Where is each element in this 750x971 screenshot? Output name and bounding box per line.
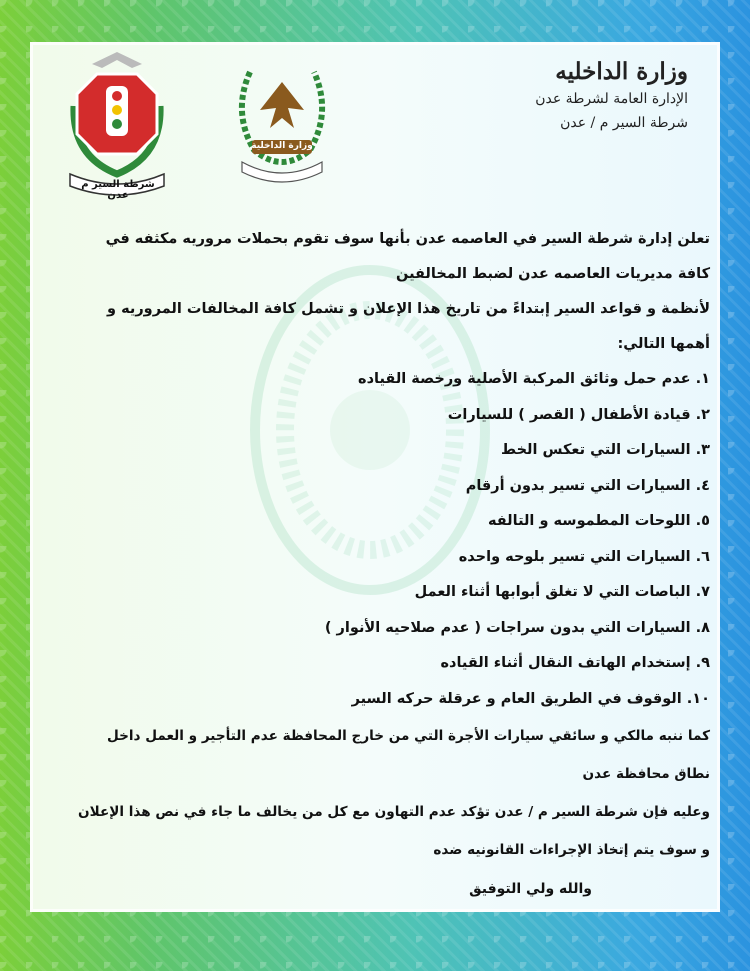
list-item <box>70 575 710 611</box>
item-text: السيارات التي تعكس الخط <box>501 442 691 458</box>
header <box>535 58 688 139</box>
item-separator: . <box>690 655 702 671</box>
item-number: ٧ <box>701 584 710 600</box>
item-text: عدم حمل وثائق المركبة الأصلية ورخصة القياده <box>358 371 691 387</box>
list-item <box>70 398 710 434</box>
item-number: ٥ <box>701 513 710 529</box>
item-number: ٨ <box>701 619 710 636</box>
traffic-police-emblem-icon <box>62 46 172 196</box>
intro-line-2: لأنظمة و قواعد السير إبتداءً من تاريخ هذا الإعلان و تشمل كافة المخالفات المروريه و أهمها التالي: <box>107 301 710 352</box>
legal-warning: وعليه فإن شرطة السير م / عدن تؤكد عدم التهاون مع كل من يخالف ما جاء في نص هذا الإعلان و سوف يتم إتخاذ الإجراءات القانونيه ضده <box>78 804 710 858</box>
division-name: شرطة السير م / عدن <box>560 115 688 131</box>
list-item <box>70 504 710 540</box>
list-item <box>70 611 710 647</box>
announcement-body <box>70 222 710 909</box>
item-number: ٩ <box>701 655 710 671</box>
item-number: ١ <box>701 371 710 387</box>
item-separator: . <box>690 619 702 636</box>
item-separator: . <box>690 371 702 387</box>
item-number: ٣ <box>701 442 710 458</box>
list-item <box>70 362 710 398</box>
item-separator: . <box>690 513 702 529</box>
item-text: السيارات التي بدون سراجات ( عدم صلاحيه الأنوار ) <box>324 619 691 636</box>
item-separator: . <box>690 442 702 458</box>
item-separator: . <box>690 406 702 423</box>
list-item <box>70 682 710 718</box>
list-item <box>70 540 710 576</box>
item-number: ٦ <box>701 548 710 565</box>
item-text: قيادة الأطفال ( القصر ) للسيارات <box>447 406 691 423</box>
closing-phrase: والله ولي التوفيق <box>469 881 592 897</box>
item-text: السيارات التي تسير بلوحه واحده <box>458 548 691 565</box>
traffic-logo-caption: شرطة السير م عدن <box>81 179 155 201</box>
list-item <box>70 433 710 469</box>
ministry-title: وزارة الداخليه <box>555 58 688 85</box>
item-separator: . <box>690 548 702 565</box>
item-text: إستخدام الهاتف النقال أثناء القياده <box>440 655 691 671</box>
taxi-note: كما ننبه مالكي و سائقي سيارات الأجرة التي من خارج المحافظة عدم التأجير و العمل داخل نطاق محافظة عدن <box>106 728 710 782</box>
interior-logo-banner: وزارة الداخلية <box>251 141 313 151</box>
item-separator: . <box>690 477 702 494</box>
item-number: ٤ <box>701 477 710 494</box>
item-separator: . <box>681 690 693 707</box>
item-separator: . <box>690 584 702 600</box>
item-text: الباصات التي لا تغلق أبوابها أثناء العمل <box>414 584 691 600</box>
item-number: ١٠ <box>692 690 710 707</box>
item-text: الوقوف في الطريق العام و عرقلة حركه السير <box>351 690 682 707</box>
list-item <box>70 646 710 682</box>
item-number: ٢ <box>701 406 710 423</box>
eagle-emblem-icon <box>230 52 334 190</box>
item-text: اللوحات المطموسه و التالفه <box>487 513 691 529</box>
intro-line-1: تعلن إدارة شرطة السير في العاصمه عدن بأنها سوف تقوم بحملات مروريه مكثفه في كافة مديريات العاصمه عدن لضبط المخالفين <box>105 231 710 282</box>
list-item <box>70 469 710 505</box>
violations-list <box>70 362 710 717</box>
department-name: الإدارة العامة لشرطة عدن <box>535 91 688 107</box>
item-text: السيارات التي تسير بدون أرقام <box>465 477 691 494</box>
